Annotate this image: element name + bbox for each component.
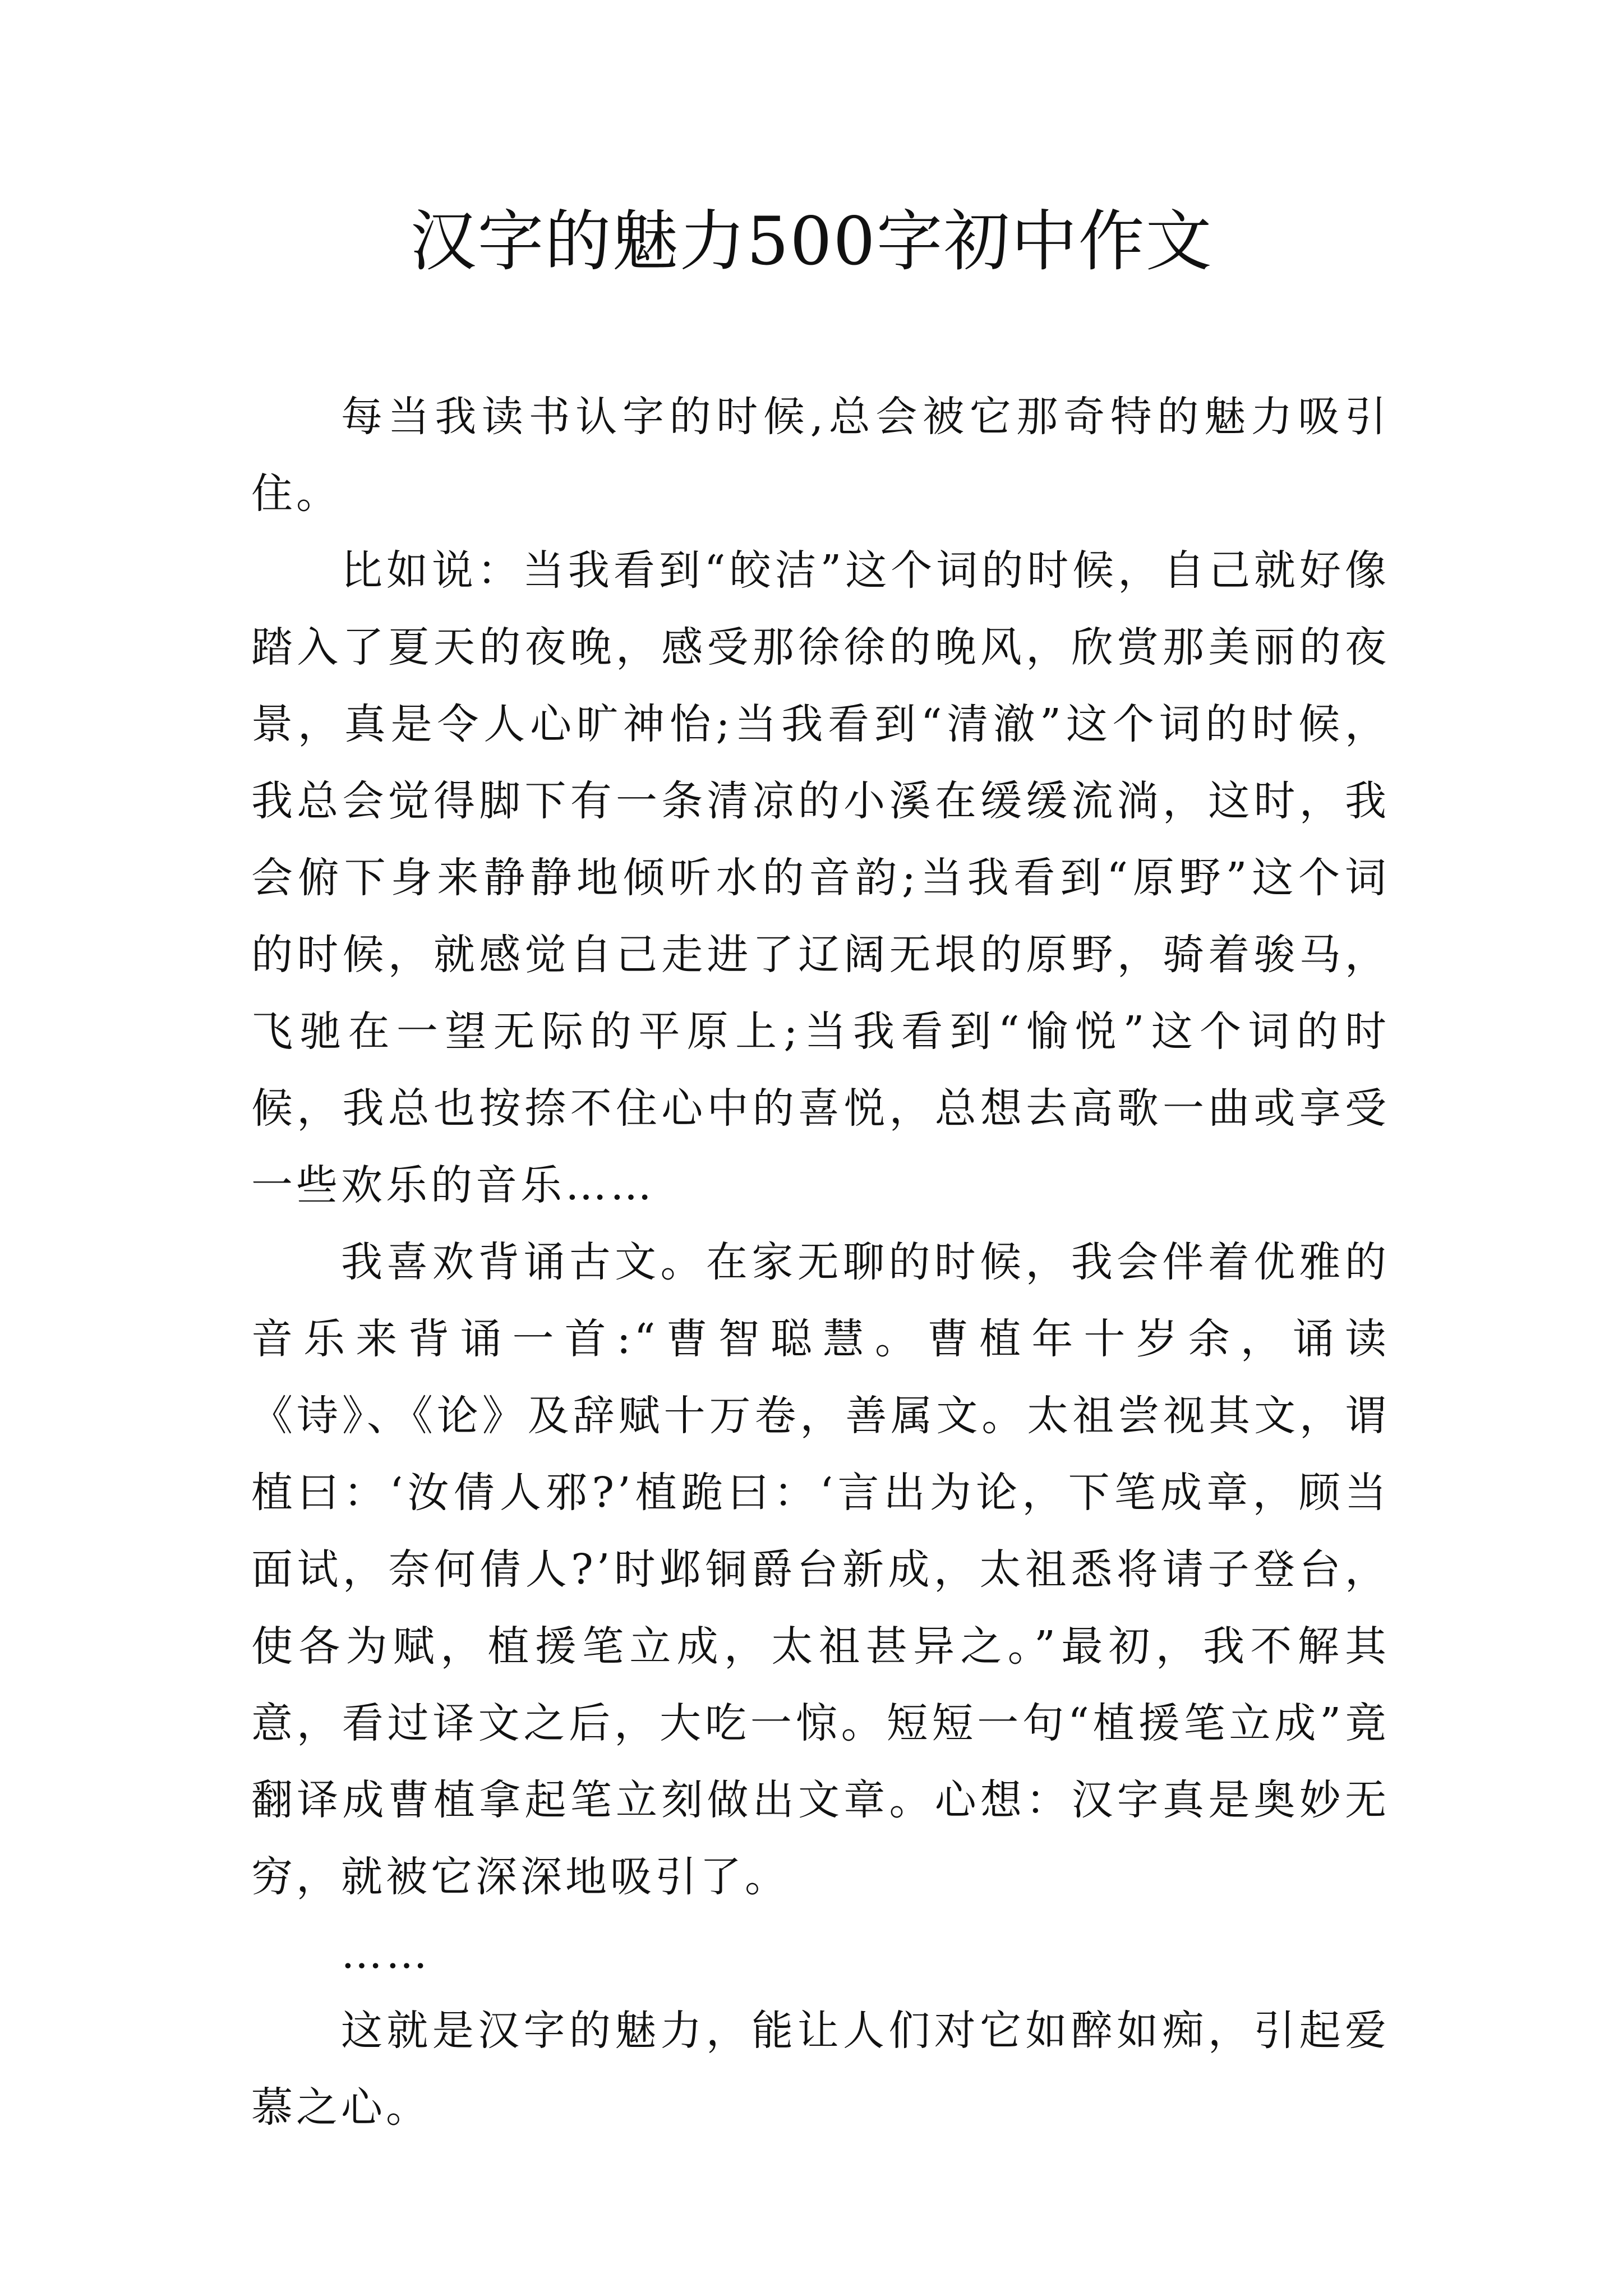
paragraph-classical-text: 我喜欢背诵古文。在家无聊的时候，我会伴着优雅的音乐来背诵一首:“曹智聪慧。曹植年十岁余，诵读《诗》、《论》及辞赋十万卷，善属文。太祖尝视其文，谓植曰：‘汝倩人邪?’植跪曰：‘言出为论，下笔成章，顾当面试，奈何倩人?’时邺铜爵台新成，太祖悉将请子登台，使各为赋，植援笔立成，太祖甚异之。”最初，我不解其意，看过译文之后，大吃一惊。短短一句“植援笔立成”竟翻译成曹植拿起笔立刻做出文章。心想：汉字真是奥妙无穷，就被它深深地吸引了。 — [251, 1238, 1390, 1901]
document-title: 汉字的魅力500字初中作文 — [410, 203, 1213, 280]
paragraph-examples: 比如说：当我看到“皎洁”这个词的时候，自己就好像踏入了夏天的夜晚，感受那徐徐的晚风，欣赏那美丽的夜景，真是令人心旷神怡;当我看到“清澈”这个词的时候，我总会觉得脚下有一条清凉的小溪在缓缓流淌，这时，我会俯下身来静静地倾听水的音韵;当我看到“原野”这个词的时候，就感觉自己走进了辽阔无垠的原野，骑着骏马，飞驰在一望无际的平原上;当我看到“愉悦”这个词的时候，我总也按捺不住心中的喜悦，总想去高歌一曲或享受一些欢乐的音乐…… — [251, 546, 1390, 1209]
paragraph-conclusion: 这就是汉字的魅力，能让人们对它如醉如痴，引起爱慕之心。 — [251, 2007, 1390, 2132]
paragraph-ellipsis: …… — [341, 1930, 431, 1978]
paragraph-intro: 每当我读书认字的时候,总会被它那奇特的魅力吸引住。 — [251, 393, 1390, 518]
document-body — [251, 379, 1390, 2146]
